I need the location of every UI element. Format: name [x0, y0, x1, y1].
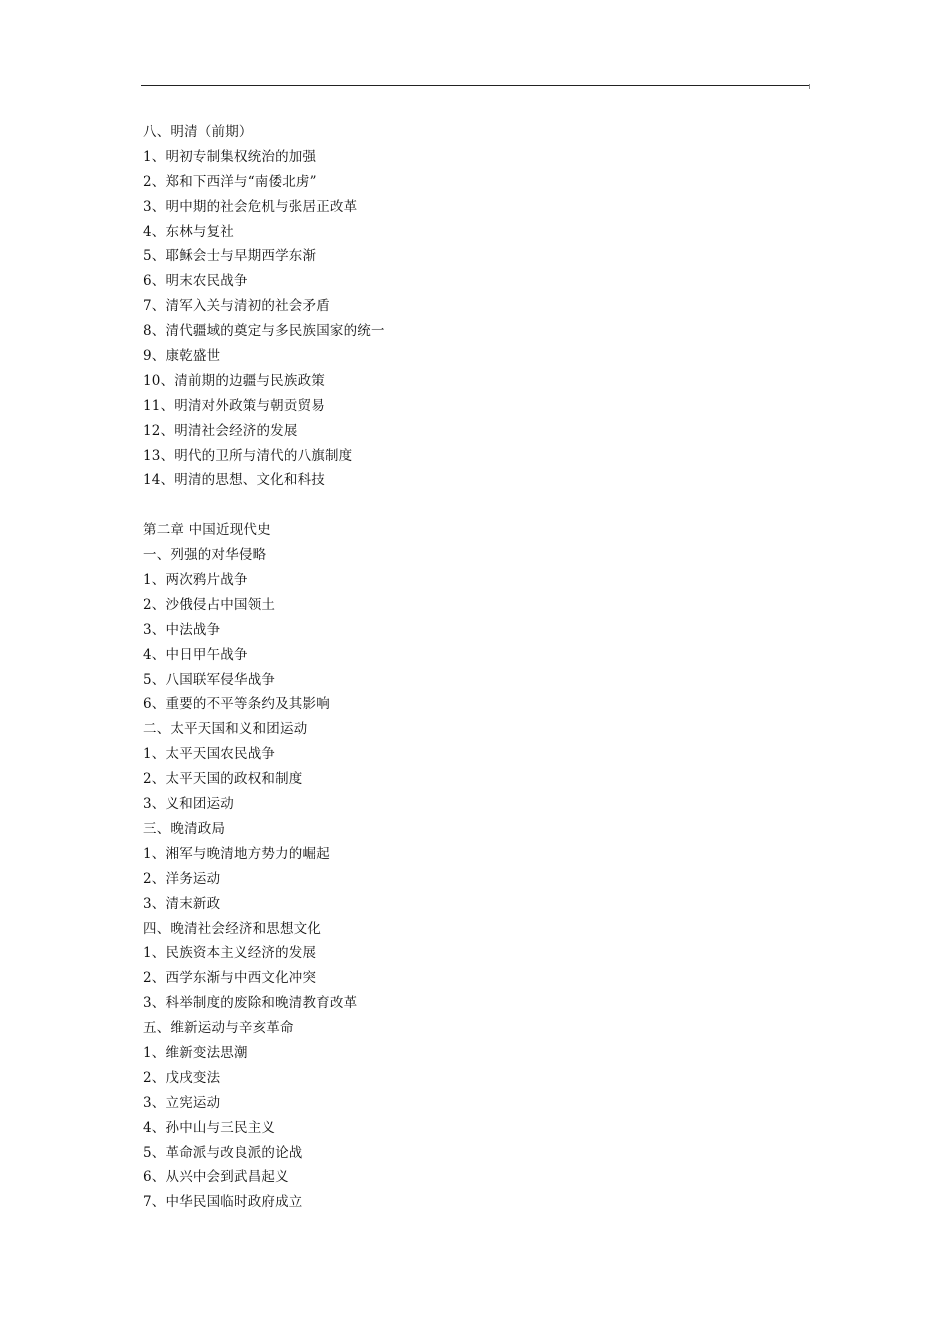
outline-line: 12、明清社会经济的发展 [143, 422, 298, 439]
outline-line: 5、革命派与改良派的论战 [143, 1144, 303, 1161]
outline-line: 5、耶稣会士与早期西学东渐 [143, 248, 317, 265]
outline-line: 6、重要的不平等条约及其影响 [143, 696, 330, 713]
outline-line: 1、两次鸦片战争 [143, 572, 248, 589]
outline-line: 7、清军入关与清初的社会矛盾 [143, 298, 330, 315]
outline-line: 6、明末农民战争 [143, 273, 248, 290]
outline-line: 5、八国联军侵华战争 [143, 671, 276, 688]
outline-line: 9、康乾盛世 [143, 348, 221, 365]
outline-line: 2、沙俄侵占中国领土 [143, 596, 276, 613]
outline-line: 8、清代疆域的奠定与多民族国家的统一 [143, 323, 385, 340]
outline-line: 三、晚清政局 [143, 820, 226, 837]
outline-line: 1、湘军与晚清地方势力的崛起 [143, 845, 330, 862]
outline-line: 3、科举制度的废除和晚清教育改革 [143, 995, 358, 1012]
outline-line: 4、东林与复社 [143, 223, 234, 240]
outline-line: 四、晚清社会经济和思想文化 [143, 920, 322, 937]
outline-line: 13、明代的卫所与清代的八旗制度 [143, 447, 353, 464]
outline-line: 2、西学东渐与中西文化冲突 [143, 970, 317, 987]
outline-line: 二、太平天国和义和团运动 [143, 721, 308, 738]
outline-line: 3、清末新政 [143, 895, 221, 912]
outline-line: 2、太平天国的政权和制度 [143, 771, 303, 788]
outline-line: 3、中法战争 [143, 621, 221, 638]
header-rule [141, 85, 809, 86]
outline-line: 1、维新变法思潮 [143, 1044, 248, 1061]
document-outline [143, 120, 803, 1215]
outline-line: 2、洋务运动 [143, 870, 221, 887]
outline-line: 1、民族资本主义经济的发展 [143, 945, 317, 962]
outline-line: 2、戊戌变法 [143, 1069, 221, 1086]
section-spacer [143, 493, 803, 518]
outline-line: 6、从兴中会到武昌起义 [143, 1169, 289, 1186]
outline-line: 3、义和团运动 [143, 796, 234, 813]
outline-line: 14、明清的思想、文化和科技 [143, 472, 325, 489]
outline-line: 五、维新运动与辛亥革命 [143, 1020, 294, 1037]
outline-line: 2、郑和下西洋与“南倭北虏” [143, 173, 317, 190]
outline-line: 3、立宪运动 [143, 1094, 221, 1111]
outline-line: 11、明清对外政策与朝贡贸易 [143, 397, 325, 414]
outline-line: 1、太平天国农民战争 [143, 746, 276, 763]
outline-line: 一、列强的对华侵略 [143, 547, 267, 564]
outline-line: 1、明初专制集权统治的加强 [143, 148, 317, 165]
outline-line: 八、明清（前期） [143, 124, 253, 140]
outline-line: 7、中华民国临时政府成立 [143, 1194, 303, 1211]
outline-line: 4、中日甲午战争 [143, 646, 248, 663]
outline-line: 4、孙中山与三民主义 [143, 1119, 276, 1136]
outline-line: 3、明中期的社会危机与张居正改革 [143, 198, 358, 215]
header-rule-end-mark [809, 84, 810, 89]
outline-line: 第二章 中国近现代史 [143, 522, 271, 539]
outline-line: 10、清前期的边疆与民族政策 [143, 372, 325, 389]
